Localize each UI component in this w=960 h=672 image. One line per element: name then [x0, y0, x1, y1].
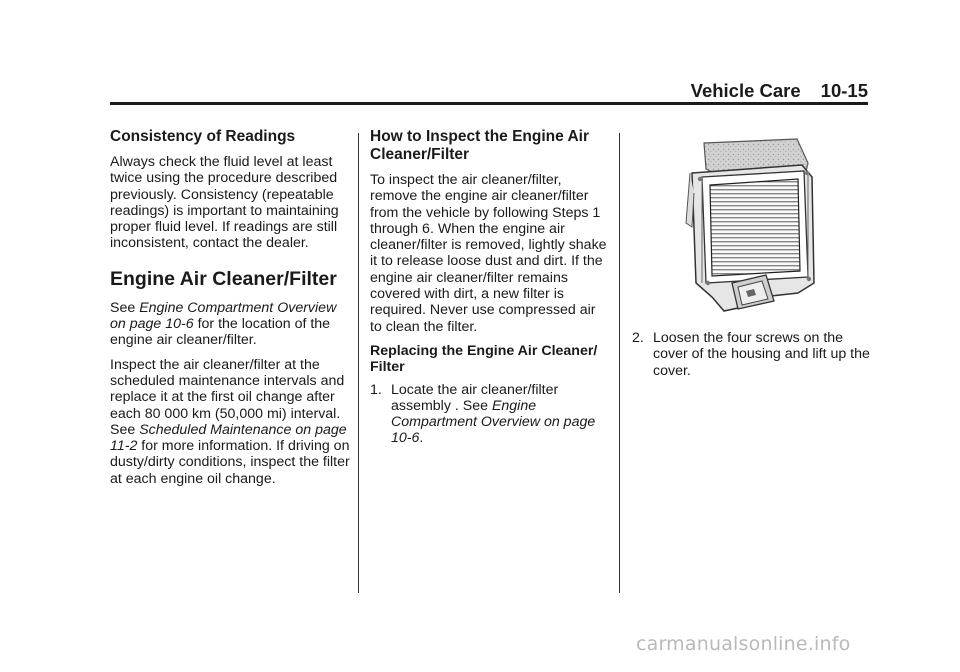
step-2: [632, 330, 872, 379]
heading-engine-air-cleaner: Engine Air Cleaner/Filter: [110, 267, 337, 290]
step-number: 2.: [632, 330, 644, 346]
heading-consistency: Consistency of Readings: [110, 128, 296, 145]
column-divider-1: [358, 133, 359, 593]
paragraph-inspect-interval: [110, 357, 350, 487]
paragraph-inspect: To inspect the air cleaner/filter, remove the engine air cleaner/filter from the vehicle by following Steps 1 through 6. When the engine air cleaner/filter is removed, lightly shake it to release loose dust and dirt. If the engine air cleaner/filter remains covered with dirt, a new filter is required. Never use compressed air to clean the filter.: [370, 172, 607, 335]
link-scheduled-maintenance[interactable]: Scheduled Maintenance on page 11-2: [110, 421, 347, 455]
step-number: 1.: [370, 381, 382, 398]
text: .: [419, 430, 424, 447]
link-engine-compartment-overview[interactable]: Engine Compartment Overview on page 10-6: [110, 299, 337, 333]
page-number: 10-15: [820, 80, 868, 101]
section-title: Vehicle Care: [690, 80, 801, 101]
text: Loosen the four screws on the cover of the housing and lift up the cover.: [653, 330, 870, 379]
link-engine-compartment-overview[interactable]: Engine Compartment Overview on page 10-6: [391, 397, 596, 447]
page-header: [110, 80, 868, 102]
text: Inspect the air cleaner/filter at the scheduled maintenance intervals and replace it at the first oil change after each 80 000 km (50,000 mi) interval. See: [110, 356, 345, 438]
column-3: [632, 128, 872, 379]
column-2: [370, 128, 610, 447]
text: See: [110, 299, 140, 316]
watermark: carmanualsonline.info: [636, 633, 851, 655]
header-rule: [110, 102, 868, 105]
column-divider-2: [619, 133, 620, 593]
air-filter-housing-icon: [682, 133, 816, 315]
heading-how-to-inspect: How to Inspect the Engine Air Cleaner/Filter: [370, 128, 590, 163]
column-1: [110, 128, 350, 495]
text: for more information. If driving on dusty/dirty conditions, inspect the filter at each engine oil change.: [110, 438, 350, 487]
paragraph-see-overview: [110, 300, 350, 349]
text: Locate the air cleaner/filter assembly . See: [391, 381, 559, 414]
text: for the location of the engine air cleaner/filter.: [110, 316, 331, 349]
step-1: [370, 382, 610, 447]
heading-replacing: Replacing the Engine Air Cleaner/ Filter: [370, 342, 598, 376]
paragraph-consistency: Always check the fluid level at least twice using the procedure described previously. Consistency (repeatable readings) is important to maintaining proper fluid level. If readings are still inconsistent, contact the dealer.: [110, 154, 339, 252]
